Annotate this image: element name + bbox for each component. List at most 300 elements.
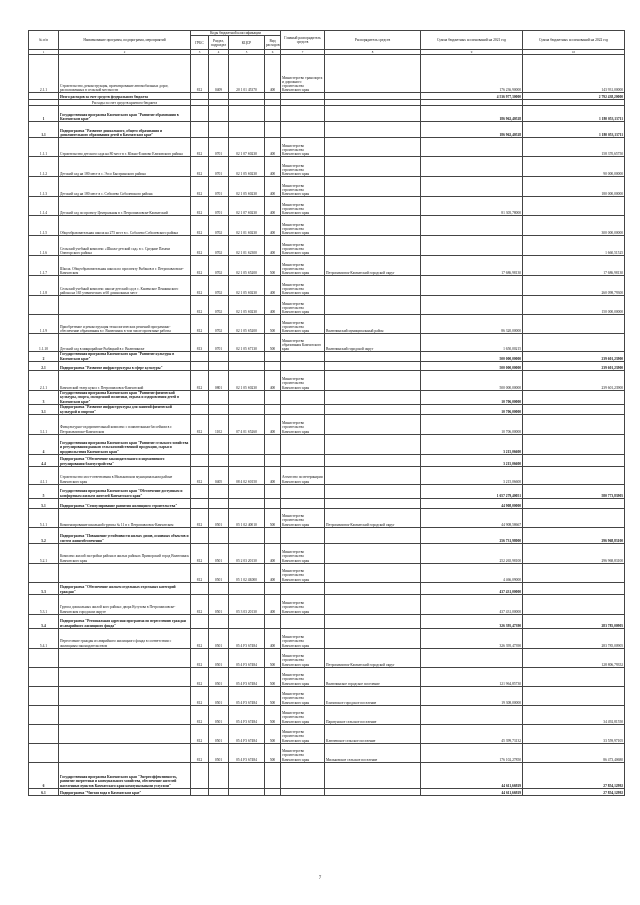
row-manager (325, 762, 421, 788)
header-2022: Сумма бюджетных ассигнований на 2022 год (523, 31, 625, 50)
row-expense-type: 500 (265, 334, 281, 352)
table-row (29, 498, 625, 508)
row-csr (229, 788, 265, 795)
row-main-manager: Министерство строительства Камчатского края (281, 563, 325, 582)
row-amount-2021: 176 236,90000 (421, 55, 523, 93)
row-amount-2021: 252 265,98100 (421, 543, 523, 563)
row-csr (229, 361, 265, 370)
row-number: 5.4.1 (29, 628, 59, 648)
row-number: 1.1.1 (29, 138, 59, 157)
row-section: 0501 (209, 686, 229, 705)
row-amount-2021: 44 611,66929 (421, 788, 523, 795)
row-csr (229, 762, 265, 788)
table-row (29, 296, 625, 315)
row-grbs (191, 614, 209, 628)
column-number: 4 (209, 50, 229, 55)
row-grbs: 812 (191, 628, 209, 648)
table-row (29, 157, 625, 177)
row-number: 2 (29, 352, 59, 361)
row-section (209, 527, 229, 543)
row-name: Государственная программа Камчатского края "Развитие культуры в Камчатском крае" (59, 352, 191, 361)
row-name (59, 724, 191, 743)
row-section: 0501 (209, 508, 229, 527)
row-manager (325, 543, 421, 563)
column-number: 8 (325, 50, 421, 55)
row-number: 1.1.4 (29, 197, 59, 216)
row-expense-type: 400 (265, 157, 281, 177)
row-amount-2022: 283 785,00905 (523, 614, 625, 628)
row-amount-2021 (421, 138, 523, 157)
row-number: 1.1.3 (29, 177, 59, 197)
row-csr: 02 1 05 S0230 (229, 177, 265, 197)
row-name: Компенсирование школьной группы № 11 в г. Петропавловск-Камчатском (59, 508, 191, 527)
row-csr: 05 4 F3 67484 (229, 667, 265, 686)
table-row (29, 55, 625, 93)
row-amount-2021 (421, 177, 523, 197)
row-section: 0409 (209, 55, 229, 93)
row-expense-type (265, 93, 281, 100)
row-csr: 05 3 03 20130 (229, 594, 265, 614)
row-section: 0701 (209, 177, 229, 197)
table-row (29, 370, 625, 390)
row-grbs: 812 (191, 197, 209, 216)
table-row (29, 543, 625, 563)
row-amount-2021 (421, 705, 523, 724)
column-number: 6 (265, 50, 281, 55)
row-manager (325, 352, 421, 361)
row-number (29, 705, 59, 724)
row-number: 5.2 (29, 527, 59, 543)
row-name (59, 743, 191, 762)
row-csr (229, 404, 265, 414)
table-row (29, 177, 625, 197)
row-csr: 02 1 05 S0230 (229, 296, 265, 315)
row-expense-type: 400 (265, 197, 281, 216)
row-amount-2021: 437 431,00000 (421, 594, 523, 614)
column-number: 2 (59, 50, 191, 55)
row-manager (325, 582, 421, 594)
row-main-manager: Министерство образования Камчатского края (281, 334, 325, 352)
row-main-manager: Министерство строительства Камчатского края (281, 508, 325, 527)
row-section (209, 434, 229, 454)
row-amount-2021: 4 466,09000 (421, 563, 523, 582)
row-amount-2021: 256 731,98000 (421, 527, 523, 543)
row-csr: 02 1 05 S0230 (229, 157, 265, 177)
row-name: Подпрограмма "Развитие инфраструктуры для занятий физической культурой и спортом" (59, 404, 191, 414)
row-name: Подпрограмма "Развитие дошкольного, общего образования и дополнительного образования детей в Камчатском крае" (59, 122, 191, 138)
row-number: 4.4 (29, 454, 59, 466)
row-grbs: 812 (191, 705, 209, 724)
row-csr: 02 1 05 S5200 (229, 256, 265, 276)
row-expense-type: 400 (265, 594, 281, 614)
row-amount-2021: 326 395,47390 (421, 614, 523, 628)
row-amount-2021: 3 215,06600 (421, 434, 523, 454)
row-name: Подпрограмма "Обеспечение жильем отдельных отдельных категорий граждан" (59, 582, 191, 594)
row-expense-type (265, 498, 281, 508)
row-grbs (191, 527, 209, 543)
row-grbs: 812 (191, 724, 209, 743)
header-2021: Сумма бюджетных ассигнований на 2021 год (421, 31, 523, 50)
row-section (209, 404, 229, 414)
row-amount-2021: 10 706,00000 (421, 404, 523, 414)
row-number: 2.1.1 (29, 370, 59, 390)
row-amount-2022: 90 000,00000 (523, 157, 625, 177)
row-number: 4 (29, 434, 59, 454)
row-amount-2022 (523, 582, 625, 594)
row-csr (229, 106, 265, 122)
row-amount-2022: 580 773,83905 (523, 484, 625, 498)
table-row (29, 334, 625, 352)
row-expense-type: 500 (265, 724, 281, 743)
row-expense-type: 400 (265, 216, 281, 236)
row-name: Детский сад в микрорайоне Рыбацкий в г. Вилючинске (59, 334, 191, 352)
row-number (29, 667, 59, 686)
row-number (29, 686, 59, 705)
row-section: 0702 (209, 296, 229, 315)
row-amount-2021: 44 908,58667 (421, 508, 523, 527)
row-number: 5.1.1 (29, 508, 59, 527)
row-manager (325, 484, 421, 498)
row-grbs: 812 (191, 563, 209, 582)
row-section (209, 484, 229, 498)
row-amount-2022: 158 370,65750 (523, 138, 625, 157)
row-manager (325, 466, 421, 484)
row-amount-2022: 27 854,12992 (523, 762, 625, 788)
row-number (29, 724, 59, 743)
row-main-manager: Министерство строительства Камчатского края (281, 138, 325, 157)
row-amount-2021: 19 308,00000 (421, 686, 523, 705)
row-number: 5.3.1 (29, 594, 59, 614)
row-manager (325, 197, 421, 216)
row-name: Строительство, реконструкция, проектирование автомобильных дорог, расположенных в сельской местности (59, 55, 191, 93)
row-csr (229, 527, 265, 543)
row-amount-2022: 34 492,81550 (523, 705, 625, 724)
row-grbs (191, 434, 209, 454)
row-grbs: 812 (191, 667, 209, 686)
table-row (29, 361, 625, 370)
table-row (29, 404, 625, 414)
row-main-manager (281, 614, 325, 628)
row-number: 1.1 (29, 122, 59, 138)
row-section: 0501 (209, 563, 229, 582)
row-amount-2022: 150 000,00000 (523, 296, 625, 315)
row-amount-2022 (523, 686, 625, 705)
row-main-manager: Министерство строительства Камчатского края (281, 743, 325, 762)
row-name: Строительство мост-ответвления в Мильковском муниципальном районе Камчатского края (59, 466, 191, 484)
row-section (209, 93, 229, 100)
row-csr (229, 390, 265, 404)
row-csr (229, 454, 265, 466)
row-amount-2022: 260 098,79300 (523, 276, 625, 296)
row-manager (325, 236, 421, 256)
table-row (29, 484, 625, 498)
row-amount-2022: 283 785,00905 (523, 628, 625, 648)
row-manager: Петропавловск-Камчатский городской округ (325, 508, 421, 527)
row-name (59, 705, 191, 724)
row-expense-type: 400 (265, 177, 281, 197)
row-csr: 20 1 01 45370 (229, 55, 265, 93)
row-main-manager (281, 434, 325, 454)
row-csr: 02 1 05 S7130 (229, 334, 265, 352)
row-number: 1.1.10 (29, 334, 59, 352)
row-number: 5.1 (29, 498, 59, 508)
row-section: 0701 (209, 334, 229, 352)
row-name: Группа дошкольных жилой кого района: двора Кутузова в Петропавловске-Камчатском городском округе (59, 594, 191, 614)
row-expense-type: 400 (265, 543, 281, 563)
row-main-manager (281, 106, 325, 122)
row-number (29, 743, 59, 762)
row-amount-2022: 1 180 053,13711 (523, 106, 625, 122)
row-csr: 02 1 07 S0230 (229, 197, 265, 216)
row-amount-2021: 326 395,47390 (421, 628, 523, 648)
row-main-manager (281, 361, 325, 370)
row-main-manager: Министерство строительства Камчатского края (281, 256, 325, 276)
row-name (59, 296, 191, 315)
row-name (59, 648, 191, 667)
row-csr (229, 582, 265, 594)
row-name: Государственная программа Камчатского края "Обеспечение доступным и комфортным жильем жителей Камчатского края" (59, 484, 191, 498)
row-section: 0501 (209, 667, 229, 686)
row-grbs: 812 (191, 414, 209, 434)
row-csr: 05 1 02 40010 (229, 508, 265, 527)
row-amount-2021: 86 320,00000 (421, 315, 523, 334)
row-grbs (191, 582, 209, 594)
row-manager: Ключевское сельское поселение (325, 724, 421, 743)
row-manager (325, 614, 421, 628)
row-manager: Петропавловск-Камчатский городской округ (325, 256, 421, 276)
row-expense-type (265, 106, 281, 122)
header-no: № п/п (29, 31, 59, 50)
row-name: Физкультурно-оздоровительный комплекс с плавательным бассейном в г. Петропавловске-Камчатском (59, 414, 191, 434)
row-expense-type: 400 (265, 370, 281, 390)
row-main-manager: Министерство строительства Камчатского края (281, 705, 325, 724)
row-main-manager: Министерство строительства Камчатского края (281, 667, 325, 686)
budget-table (28, 30, 625, 796)
row-manager (325, 138, 421, 157)
row-main-manager: Министерство строительства Камчатского края (281, 724, 325, 743)
row-main-manager: Агентство по ветеринарии Камчатского края (281, 466, 325, 484)
row-amount-2022: 296 968,83100 (523, 527, 625, 543)
row-main-manager: Министерство строительства Камчатского края (281, 177, 325, 197)
table-row (29, 594, 625, 614)
row-amount-2022: 27 854,12992 (523, 788, 625, 795)
row-csr (229, 93, 265, 100)
row-csr (229, 484, 265, 498)
row-section (209, 762, 229, 788)
header-csr: КЦСР (229, 36, 265, 50)
table-row (29, 466, 625, 484)
row-number: 1.1.8 (29, 276, 59, 296)
row-name: Государственная программа Камчатского края "Развитие образования в Камчатском крае" (59, 106, 191, 122)
header-codes-group: Коды бюджетной классификации (191, 31, 281, 36)
row-manager (325, 216, 421, 236)
table-row (29, 276, 625, 296)
row-section: 0501 (209, 594, 229, 614)
row-main-manager: Министерство строительства Камчатского края (281, 370, 325, 390)
table-row (29, 648, 625, 667)
table-row (29, 743, 625, 762)
row-csr (229, 614, 265, 628)
row-amount-2021 (421, 216, 523, 236)
row-expense-type: 400 (265, 466, 281, 484)
table-row (29, 724, 625, 743)
row-main-manager (281, 527, 325, 543)
row-expense-type: 500 (265, 508, 281, 527)
row-expense-type (265, 614, 281, 628)
row-manager (325, 414, 421, 434)
row-manager (325, 177, 421, 197)
row-csr: 05 4 F3 67484 (229, 724, 265, 743)
row-amount-2022 (523, 390, 625, 404)
row-amount-2022: 1 660,51525 (523, 236, 625, 256)
row-amount-2021: 186 962,40528 (421, 106, 523, 122)
row-number (29, 563, 59, 582)
row-grbs (191, 484, 209, 498)
row-csr: 07 4 01 S5260 (229, 414, 265, 434)
row-grbs: 812 (191, 648, 209, 667)
row-manager (325, 434, 421, 454)
row-manager: Петропавловск-Камчатский городской округ (325, 648, 421, 667)
row-expense-type: 500 (265, 256, 281, 276)
table-row (29, 527, 625, 543)
table-row (29, 352, 625, 361)
header-manager: Распорядитель средств (325, 31, 421, 50)
row-name: Детский сад на 180 мест в с. Эссо Быстринского района (59, 157, 191, 177)
row-amount-2022: 33 559,97105 (523, 724, 625, 743)
row-manager: Вилючинский муниципальный район (325, 315, 421, 334)
column-number: 7 (281, 50, 325, 55)
row-grbs: 812 (191, 55, 209, 93)
row-expense-type (265, 361, 281, 370)
row-manager (325, 788, 421, 795)
row-number: 3.1 (29, 404, 59, 414)
row-name: Школа. Общеобразовательная школа по проспекту Рыбаков в г. Петропавловске-Камчатском (59, 256, 191, 276)
row-manager: Вилючинский городской округ (325, 334, 421, 352)
row-csr: 02 1 07 S0230 (229, 138, 265, 157)
row-expense-type: 400 (265, 55, 281, 93)
row-name: Строительство детского сада на 80 мест в г. Южно-Елизово Елизовского района (59, 138, 191, 157)
row-main-manager (281, 404, 325, 414)
table-row (29, 197, 625, 216)
row-name: Сельский учебный комплекс «Школа-детский сад» в с. Средние Пахачи Олюторского района (59, 236, 191, 256)
row-amount-2021: 44 908,00000 (421, 498, 523, 508)
row-expense-type (265, 454, 281, 466)
header-vr: Вид расходов (265, 36, 281, 50)
row-section: 0501 (209, 724, 229, 743)
row-number: 5.3 (29, 582, 59, 594)
row-expense-type (265, 404, 281, 414)
row-amount-2021 (421, 157, 523, 177)
row-number: 1.1.2 (29, 157, 59, 177)
row-name: Государственная программа Камчатского края "Энергоэффективность, развитие энергетики и коммунального хозяйства, обеспечение жителей населенных пунктов Камчатского края коммунальными услугами" (59, 762, 191, 788)
row-amount-2022 (523, 667, 625, 686)
row-expense-type: 400 (265, 138, 281, 157)
row-grbs (191, 352, 209, 361)
row-expense-type (265, 762, 281, 788)
row-grbs (191, 454, 209, 466)
row-name (59, 686, 191, 705)
row-grbs: 812 (191, 177, 209, 197)
row-name: Детский сад по проекту Центральная в г. Петропавловске-Камчатский (59, 197, 191, 216)
table-row (29, 434, 625, 454)
row-amount-2022: 296 968,83100 (523, 543, 625, 563)
row-csr (229, 498, 265, 508)
row-expense-type (265, 484, 281, 498)
table-row (29, 106, 625, 122)
row-csr: 05 4 F3 67484 (229, 686, 265, 705)
row-csr: 05 4 F3 67484 (229, 648, 265, 667)
row-amount-2022: 239 601,23900 (523, 370, 625, 390)
row-amount-2021: 10 706,00000 (421, 390, 523, 404)
row-number: 5 (29, 484, 59, 498)
table-row (29, 563, 625, 582)
row-manager (325, 361, 421, 370)
row-amount-2021: 10 706,00000 (421, 414, 523, 434)
header-name: Наименование программ, подпрограмм, мероприятий (59, 31, 191, 50)
row-manager (325, 390, 421, 404)
row-amount-2022 (523, 334, 625, 352)
row-amount-2022 (523, 594, 625, 614)
row-manager: Вилючинское городское поселение (325, 667, 421, 686)
row-amount-2022 (523, 434, 625, 454)
row-grbs: 812 (191, 743, 209, 762)
row-name: Общеобразовательная школа на 275 мест в с. Соболево Соболевского района (59, 216, 191, 236)
row-manager (325, 628, 421, 648)
row-csr: 02 1 01 S0230 (229, 216, 265, 236)
row-manager (325, 296, 421, 315)
table-row (29, 390, 625, 404)
row-main-manager (281, 582, 325, 594)
row-amount-2022: 239 601,23900 (523, 352, 625, 361)
column-number: 5 (229, 50, 265, 55)
row-grbs: 812 (191, 296, 209, 315)
row-amount-2021: 1 657 279,40051 (421, 484, 523, 498)
row-csr: 02 1 01 S2300 (229, 236, 265, 256)
table-row (29, 582, 625, 594)
row-csr (229, 122, 265, 138)
row-grbs: 812 (191, 236, 209, 256)
row-grbs: 812 (191, 508, 209, 527)
row-expense-type: 500 (265, 315, 281, 334)
column-number: 1 (29, 50, 59, 55)
row-grbs (191, 106, 209, 122)
row-amount-2022: 143 931,00000 (523, 55, 625, 93)
row-expense-type (265, 122, 281, 138)
row-section (209, 106, 229, 122)
row-section (209, 614, 229, 628)
table-row (29, 454, 625, 466)
row-csr: 02 1 05 S5200 (229, 315, 265, 334)
row-amount-2022: 239 601,23900 (523, 361, 625, 370)
row-number: 6.1 (29, 788, 59, 795)
row-name: Подпрограмма "Обеспечение законодательного и нормативного регулирования благоустройства" (59, 454, 191, 466)
row-name (59, 563, 191, 582)
row-csr: 05 4 F3 67484 (229, 628, 265, 648)
row-section (209, 788, 229, 795)
row-amount-2022 (523, 414, 625, 434)
row-amount-2021: 500 000,00000 (421, 352, 523, 361)
row-amount-2021: 500 000,00000 (421, 370, 523, 390)
row-amount-2022 (523, 315, 625, 334)
row-grbs (191, 788, 209, 795)
row-section: 0701 (209, 197, 229, 216)
row-name: Подпрограмма "Развитие инфраструктуры в сфере культуры" (59, 361, 191, 370)
row-number (29, 648, 59, 667)
row-section: 0702 (209, 315, 229, 334)
row-amount-2021 (421, 276, 523, 296)
row-section (209, 454, 229, 466)
row-grbs (191, 122, 209, 138)
